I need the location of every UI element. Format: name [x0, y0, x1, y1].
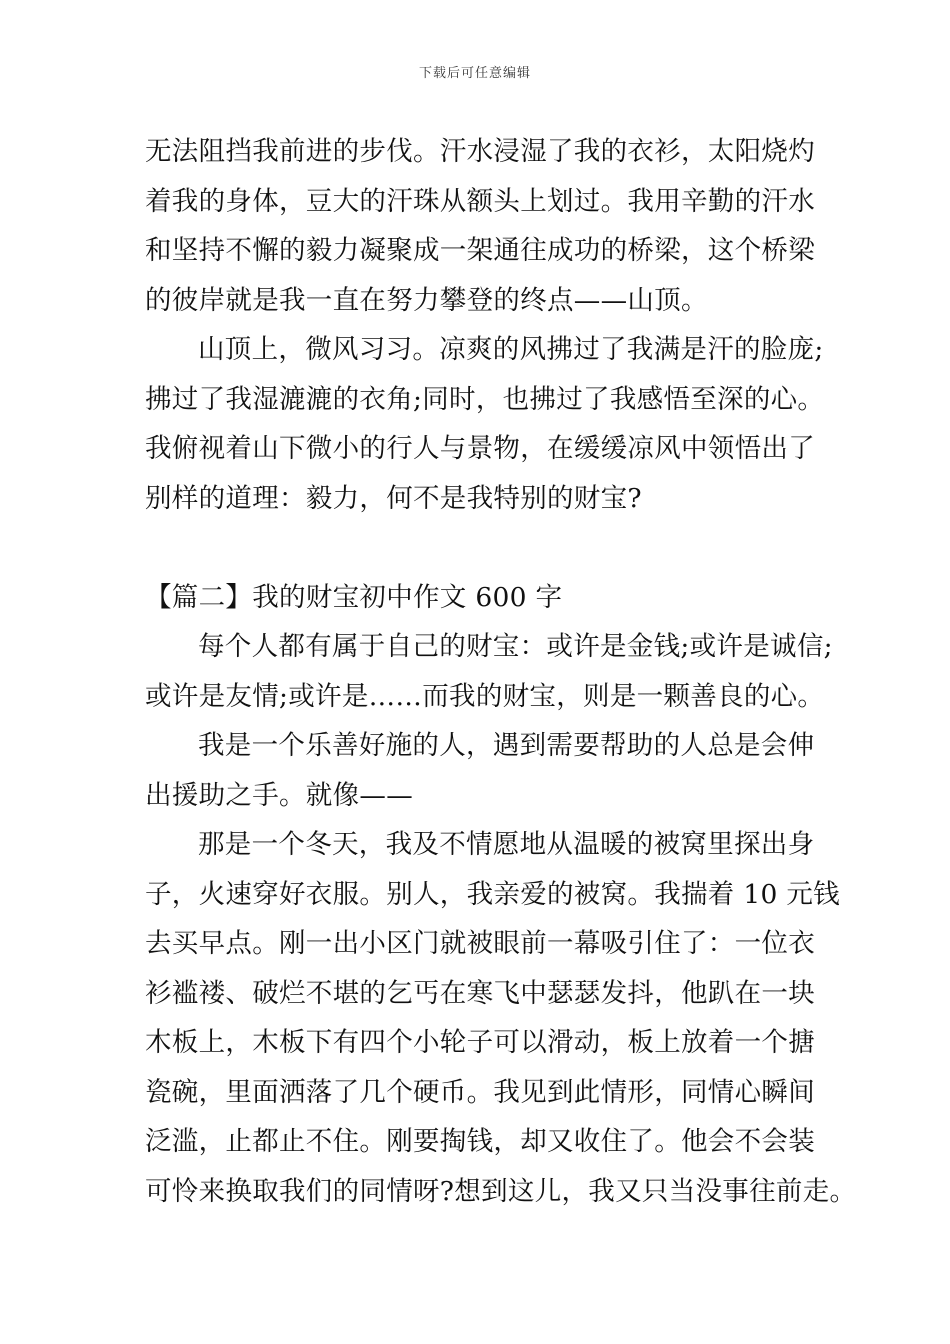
text-line: 每个人都有属于自己的财宝：或许是金钱;或许是诚信; — [198, 631, 833, 662]
text-line: 的彼岸就是我一直在努力攀登的终点——山顶。 — [145, 284, 708, 316]
page-header: 下载后可任意编辑 — [418, 66, 531, 81]
text-line: 别样的道理：毅力，何不是我特别的财宝? — [145, 482, 642, 514]
text-line: 我俯视着山下微小的行人与景物，在缓缓凉风中领悟出了 — [145, 433, 815, 464]
text-line: 出援助之手。就像—— — [145, 779, 413, 811]
text-line: 泛滥，止都止不住。刚要掏钱，却又收住了。他会不会装 — [145, 1126, 815, 1157]
text-line: 可怜来换取我们的同情呀?想到这儿，我又只当没事往前走。 — [145, 1175, 857, 1207]
text-line: 木板上，木板下有四个小轮子可以滑动，板上放着一个搪 — [145, 1027, 815, 1058]
text-line: 拂过了我湿漉漉的衣角;同时，也拂过了我感悟至深的心。 — [145, 383, 825, 415]
text-line: 着我的身体，豆大的汗珠从额头上划过。我用辛勤的汗水 — [145, 185, 815, 217]
document-body — [145, 127, 857, 1216]
text-line: 和坚持不懈的毅力凝聚成一架通往成功的桥梁，这个桥梁 — [145, 235, 815, 266]
text-line: 或许是友情;或许是……而我的财宝，则是一颗善良的心。 — [145, 680, 825, 712]
text-line: 子，火速穿好衣服。别人，我亲爱的被窝。我揣着 10 元钱 — [145, 878, 840, 910]
text-line: 去买早点。刚一出小区门就被眼前一幕吸引住了：一位衣 — [145, 928, 815, 959]
text-line: 瓷碗，里面洒落了几个硬币。我见到此情形，同情心瞬间 — [145, 1076, 815, 1108]
section-heading: 【篇二】我的财宝初中作文 600 字 — [145, 581, 563, 613]
paragraph-gap — [145, 523, 835, 573]
text-line: 我是一个乐善好施的人，遇到需要帮助的人总是会伸 — [198, 730, 815, 761]
text-line: 山顶上，微风习习。凉爽的风拂过了我满是汗的脸庞; — [198, 334, 824, 365]
text-line: 衫褴褛、破烂不堪的乞丐在寒飞中瑟瑟发抖，他趴在一块 — [145, 977, 815, 1009]
text-line: 那是一个冬天，我及不情愿地从温暖的被窝里探出身 — [198, 829, 815, 860]
text-line: 无法阻挡我前进的步伐。汗水浸湿了我的衣衫，太阳烧灼 — [145, 136, 815, 167]
